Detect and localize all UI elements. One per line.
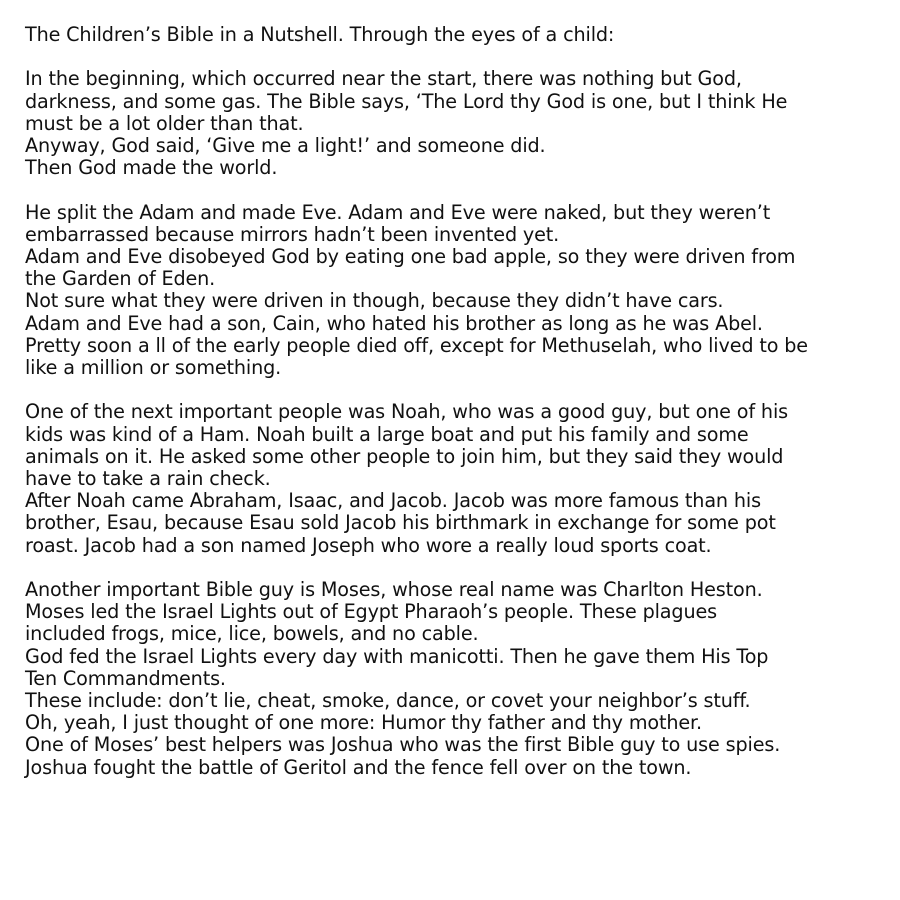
paragraph-gap: [25, 179, 885, 201]
text-line: darkness, and some gas. The Bible says, ‘The Lord thy God is one, but I think He: [25, 89, 788, 113]
paragraph-gap: [25, 557, 885, 579]
paragraph-adam-and-eve: [25, 202, 885, 380]
text-line: Then God made the world.: [25, 156, 278, 180]
text-line: animals on it. He asked some other people to join him, but they said they would: [25, 444, 784, 468]
text-line: After Noah came Abraham, Isaac, and Jacob. Jacob was more famous than his: [25, 489, 761, 513]
text-line: have to take a rain check.: [25, 467, 271, 491]
text-line: embarrassed because mirrors hadn’t been invented yet.: [25, 222, 560, 246]
text-line: Another important Bible guy is Moses, whose real name was Charlton Heston.: [25, 578, 763, 602]
text-line: the Garden of Eden.: [25, 267, 216, 291]
paragraph-noah: [25, 401, 885, 556]
text-line: Adam and Eve disobeyed God by eating one bad apple, so they were driven from: [25, 245, 796, 268]
text-line: like a million or something.: [25, 356, 282, 380]
text-line: roast. Jacob had a son named Joseph who wore a really loud sports coat.: [25, 533, 712, 557]
text-line: Joshua fought the battle of Geritol and the fence fell over on the town.: [25, 755, 692, 779]
text-line: In the beginning, which occurred near the start, there was nothing but God,: [25, 67, 742, 91]
text-line: Anyway, God said, ‘Give me a light!’ and someone did.: [25, 134, 546, 157]
paragraph-gap: [25, 379, 885, 401]
paragraph-moses: [25, 579, 885, 779]
document-title: The Children’s Bible in a Nutshell. Through the eyes of a child:: [25, 23, 615, 46]
text-line: Pretty soon a ll of the early people died off, except for Methuselah, who lived to be: [25, 333, 808, 357]
text-line: God fed the Israel Lights every day with manicotti. Then he gave them His Top: [25, 644, 769, 668]
document-page: [25, 24, 885, 779]
text-line: brother, Esau, because Esau sold Jacob his birthmark in exchange for some pot: [25, 511, 776, 535]
paragraph-creation: [25, 68, 885, 179]
text-line: Oh, yeah, I just thought of one more: Humor thy father and thy mother.: [25, 711, 702, 735]
paragraph-gap: [25, 46, 885, 68]
text-line: These include: don’t lie, cheat, smoke, dance, or covet your neighbor’s stuff.: [25, 689, 751, 713]
text-line: Not sure what they were driven in though, because they didn’t have cars.: [25, 289, 724, 313]
text-line: Adam and Eve had a son, Cain, who hated his brother as long as he was Abel.: [25, 311, 763, 335]
text-line: must be a lot older than that.: [25, 111, 304, 135]
text-line: included frogs, mice, lice, bowels, and no cable.: [25, 622, 479, 646]
text-line: He split the Adam and made Eve. Adam and Eve were naked, but they weren’t: [25, 200, 771, 224]
text-line: Moses led the Israel Lights out of Egypt Pharaoh’s people. These plagues: [25, 600, 717, 624]
text-line: One of Moses’ best helpers was Joshua who was the first Bible guy to use spies.: [25, 733, 781, 757]
text-line: kids was kind of a Ham. Noah built a large boat and put his family and some: [25, 422, 749, 446]
text-line: Ten Commandments.: [25, 666, 226, 690]
text-line: One of the next important people was Noah, who was a good guy, but one of his: [25, 400, 788, 424]
